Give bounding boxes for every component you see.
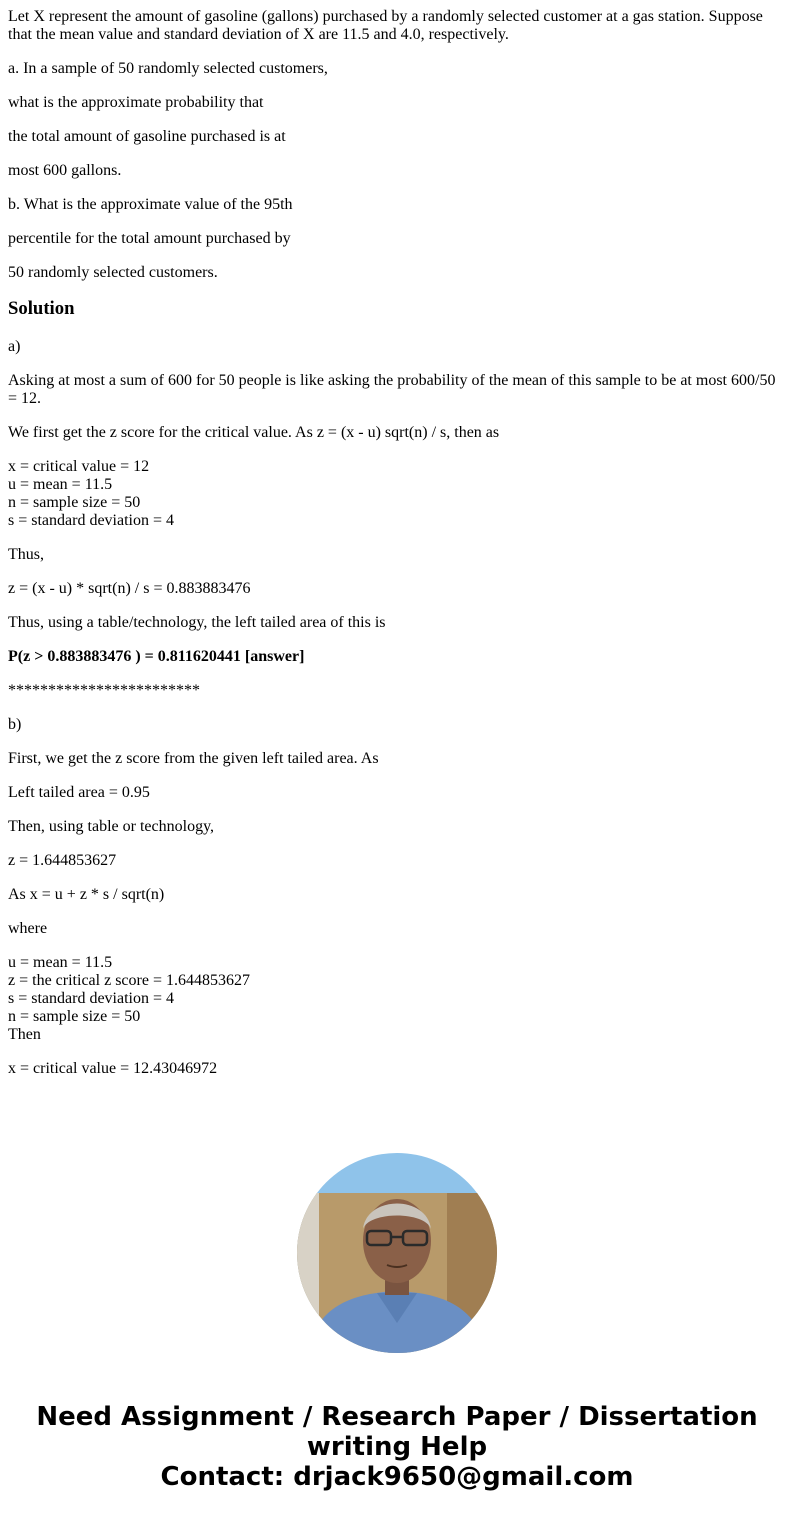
footer-line-2: writing Help	[306, 1432, 488, 1462]
given-mean-b: u = mean = 11.5	[8, 954, 113, 971]
question-intro: Let X represent the amount of gasoline (gallons) purchased by a randomly selected customer at a gas station. Suppose that the mean value and standard deviation of X are 11.5 and 4.0, respectively.	[8, 8, 763, 43]
question-line-1: a. In a sample of 50 randomly selected customers,	[8, 60, 328, 77]
part-a-explanation: Asking at most a sum of 600 for 50 people is like asking the probability of the mean of this sample to be at most 600/50 = 12.	[8, 372, 776, 407]
part-a-zscore-intro: We first get the z score for the critical value. As z = (x - u) sqrt(n) / s, then as	[8, 424, 500, 441]
part-a-thus: Thus,	[8, 546, 44, 563]
given-sample-size: n = sample size = 50	[8, 494, 141, 511]
question-line-2: what is the approximate probability that	[8, 94, 264, 111]
part-b-area: Left tailed area = 0.95	[8, 784, 150, 801]
question-line-6: percentile for the total amount purchased by	[8, 230, 291, 247]
given-mean: u = mean = 11.5	[8, 476, 113, 493]
footer-line-1: Need Assignment / Research Paper / Dissertation	[36, 1402, 758, 1432]
footer-contact-email: Contact: drjack9650@gmail.com	[160, 1462, 634, 1492]
part-b-result: x = critical value = 12.43046972	[8, 1060, 218, 1077]
document-body	[8, 8, 786, 1094]
question-line-3: the total amount of gasoline purchased is at	[8, 128, 286, 145]
question-line-4: most 600 gallons.	[8, 162, 122, 179]
separator: ************************	[8, 682, 200, 699]
given-std-dev: s = standard deviation = 4	[8, 512, 175, 529]
given-std-dev-b: s = standard deviation = 4	[8, 990, 175, 1007]
part-a-answer: P(z > 0.883883476 ) = 0.811620441 [answer]	[8, 648, 305, 665]
part-b-z-value: z = 1.644853627	[8, 852, 117, 869]
question-line-5: b. What is the approximate value of the 95th	[8, 196, 293, 213]
part-a-givens	[8, 458, 786, 530]
question-line-7: 50 randomly selected customers.	[8, 264, 218, 281]
given-z-score: z = the critical z score = 1.644853627	[8, 972, 250, 989]
part-b-formula: As x = u + z * s / sqrt(n)	[8, 886, 165, 903]
author-avatar	[297, 1153, 497, 1353]
part-b-intro: First, we get the z score from the given left tailed area. As	[8, 750, 379, 767]
part-a-z-calc: z = (x - u) * sqrt(n) / s = 0.883883476	[8, 580, 251, 597]
given-then: Then	[8, 1026, 41, 1043]
part-b-givens	[8, 954, 786, 1044]
given-critical-value: x = critical value = 12	[8, 458, 150, 475]
part-b-label: b)	[8, 716, 22, 733]
given-sample-size-b: n = sample size = 50	[8, 1008, 141, 1025]
part-b-then-table: Then, using table or technology,	[8, 818, 215, 835]
part-b-where: where	[8, 920, 48, 937]
solution-heading: Solution	[8, 298, 75, 319]
part-a-table-line: Thus, using a table/technology, the left tailed area of this is	[8, 614, 386, 631]
author-portrait-icon	[297, 1153, 497, 1353]
part-a-label: a)	[8, 338, 21, 355]
footer-contact	[0, 1402, 794, 1492]
